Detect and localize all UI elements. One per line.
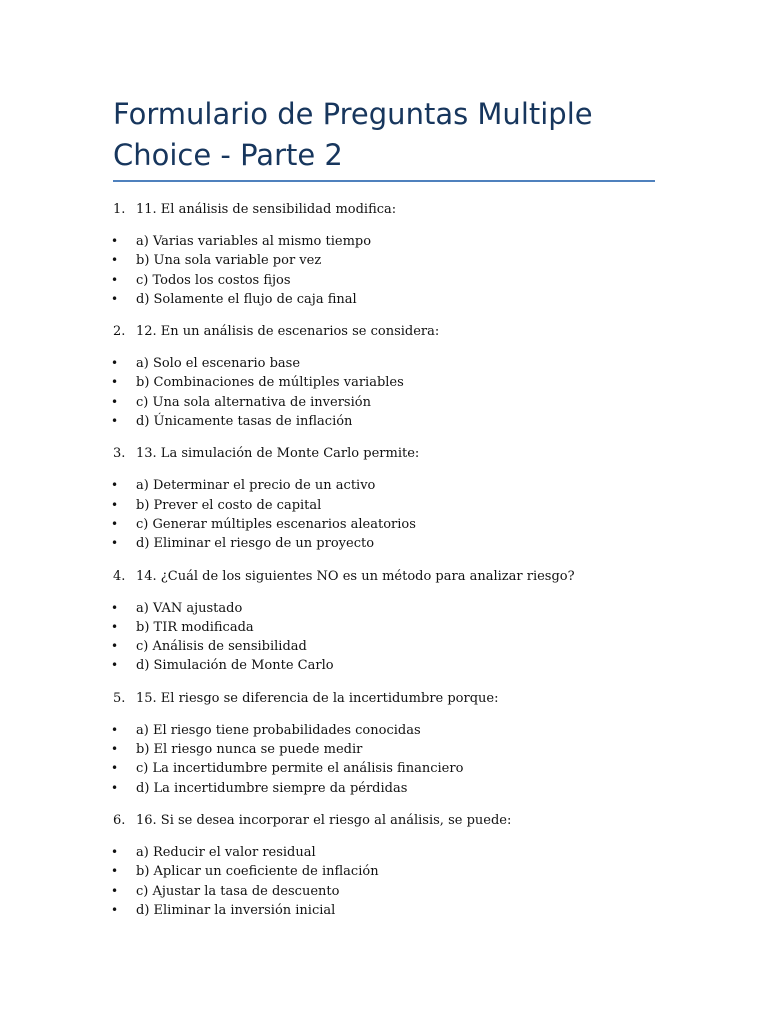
option-item bbox=[0, 290, 768, 309]
option-text: a) VAN ajustado bbox=[136, 600, 243, 616]
bullet-icon: • bbox=[111, 844, 119, 859]
option-item bbox=[0, 412, 768, 431]
question-number: 3. bbox=[113, 446, 126, 462]
option-text: b) TIR modificada bbox=[136, 619, 254, 635]
option-item bbox=[0, 354, 768, 373]
option-item bbox=[0, 779, 768, 798]
options-list bbox=[0, 354, 768, 431]
option-text: c) Análisis de sensibilidad bbox=[136, 639, 307, 655]
bullet-icon: • bbox=[111, 234, 119, 248]
option-text: b) El riesgo nunca se puede medir bbox=[136, 742, 363, 758]
bullet-icon: • bbox=[111, 600, 119, 615]
bullet-icon: • bbox=[111, 516, 119, 531]
bullet-icon: • bbox=[111, 639, 119, 654]
question-text: 13. La simulación de Monte Carlo permite: bbox=[136, 446, 420, 462]
bullet-icon: • bbox=[111, 253, 119, 268]
question-item bbox=[0, 689, 768, 708]
option-item bbox=[0, 740, 768, 759]
bullet-icon: • bbox=[111, 291, 119, 306]
bullet-icon: • bbox=[111, 658, 119, 673]
question-item bbox=[0, 200, 768, 219]
question-number: 5. bbox=[113, 690, 126, 706]
bullet-icon: • bbox=[111, 272, 119, 287]
option-item bbox=[0, 721, 768, 740]
question-text: 12. En un análisis de escenarios se considera: bbox=[136, 324, 440, 340]
question-number: 2. bbox=[113, 324, 126, 340]
option-item bbox=[0, 843, 768, 862]
option-text: b) Combinaciones de múltiples variables bbox=[136, 375, 404, 391]
option-text: c) La incertidumbre permite el análisis financiero bbox=[136, 761, 464, 777]
option-text: b) Aplicar un coeficiente de inflación bbox=[136, 864, 379, 880]
title-underline bbox=[113, 180, 655, 182]
options-list bbox=[0, 232, 768, 309]
option-item bbox=[0, 271, 768, 290]
option-item bbox=[0, 759, 768, 778]
question-text: 15. El riesgo se diferencia de la incertidumbre porque: bbox=[136, 690, 499, 706]
options-list bbox=[0, 843, 768, 920]
bullet-icon: • bbox=[111, 722, 119, 737]
question-text: 14. ¿Cuál de los siguientes NO es un método para analizar riesgo? bbox=[136, 568, 575, 584]
option-text: a) El riesgo tiene probabilidades conocidas bbox=[136, 722, 421, 738]
bullet-icon: • bbox=[111, 619, 119, 634]
option-text: a) Varias variables al mismo tiempo bbox=[136, 234, 372, 249]
option-item bbox=[0, 251, 768, 270]
option-text: a) Solo el escenario base bbox=[136, 356, 301, 372]
option-text: d) Únicamente tasas de inflación bbox=[136, 414, 353, 430]
option-item bbox=[0, 901, 768, 920]
bullet-icon: • bbox=[111, 902, 119, 917]
question-number: 1. bbox=[113, 202, 126, 217]
question-number: 6. bbox=[113, 812, 126, 828]
bullet-icon: • bbox=[111, 780, 119, 795]
option-text: c) Ajustar la tasa de descuento bbox=[136, 883, 340, 899]
option-text: d) La incertidumbre siempre da pérdidas bbox=[136, 780, 408, 796]
option-item bbox=[0, 393, 768, 412]
options-list bbox=[0, 476, 768, 553]
bullet-icon: • bbox=[111, 536, 119, 551]
question-text: 16. Si se desea incorporar el riesgo al análisis, se puede: bbox=[136, 812, 512, 828]
option-text: b) Una sola variable por vez bbox=[136, 253, 322, 269]
option-text: a) Reducir el valor residual bbox=[136, 844, 316, 860]
question-item bbox=[0, 322, 768, 341]
bullet-icon: • bbox=[111, 394, 119, 409]
bullet-icon: • bbox=[111, 883, 119, 898]
option-text: d) Simulación de Monte Carlo bbox=[136, 658, 334, 674]
option-text: d) Eliminar la inversión inicial bbox=[136, 902, 336, 918]
option-item bbox=[0, 373, 768, 392]
option-item bbox=[0, 656, 768, 675]
option-item bbox=[0, 882, 768, 901]
option-item bbox=[0, 534, 768, 553]
question-item bbox=[0, 811, 768, 830]
option-item bbox=[0, 476, 768, 495]
option-text: c) Todos los costos fijos bbox=[136, 272, 291, 288]
option-item bbox=[0, 599, 768, 618]
options-list bbox=[0, 599, 768, 676]
question-list bbox=[0, 200, 768, 933]
page-title: Formulario de Preguntas Multiple Choice - Parte 2 bbox=[113, 97, 593, 172]
question-item bbox=[0, 567, 768, 586]
bullet-icon: • bbox=[111, 742, 119, 757]
option-item bbox=[0, 515, 768, 534]
bullet-icon: • bbox=[111, 864, 119, 879]
bullet-icon: • bbox=[111, 356, 119, 371]
option-text: b) Prever el costo de capital bbox=[136, 497, 322, 513]
options-list bbox=[0, 721, 768, 798]
option-item bbox=[0, 618, 768, 637]
option-text: c) Una sola alternativa de inversión bbox=[136, 394, 371, 410]
option-item bbox=[0, 232, 768, 251]
option-text: d) Eliminar el riesgo de un proyecto bbox=[136, 536, 375, 552]
option-text: c) Generar múltiples escenarios aleatorios bbox=[136, 516, 416, 532]
option-text: a) Determinar el precio de un activo bbox=[136, 478, 376, 494]
bullet-icon: • bbox=[111, 478, 119, 493]
bullet-icon: • bbox=[111, 414, 119, 429]
option-item bbox=[0, 637, 768, 656]
option-item bbox=[0, 862, 768, 881]
option-item bbox=[0, 496, 768, 515]
question-text: 11. El análisis de sensibilidad modifica: bbox=[136, 202, 397, 217]
bullet-icon: • bbox=[111, 761, 119, 776]
option-text: d) Solamente el flujo de caja final bbox=[136, 291, 357, 307]
question-item bbox=[0, 444, 768, 463]
question-number: 4. bbox=[113, 568, 126, 584]
bullet-icon: • bbox=[111, 497, 119, 512]
bullet-icon: • bbox=[111, 375, 119, 390]
